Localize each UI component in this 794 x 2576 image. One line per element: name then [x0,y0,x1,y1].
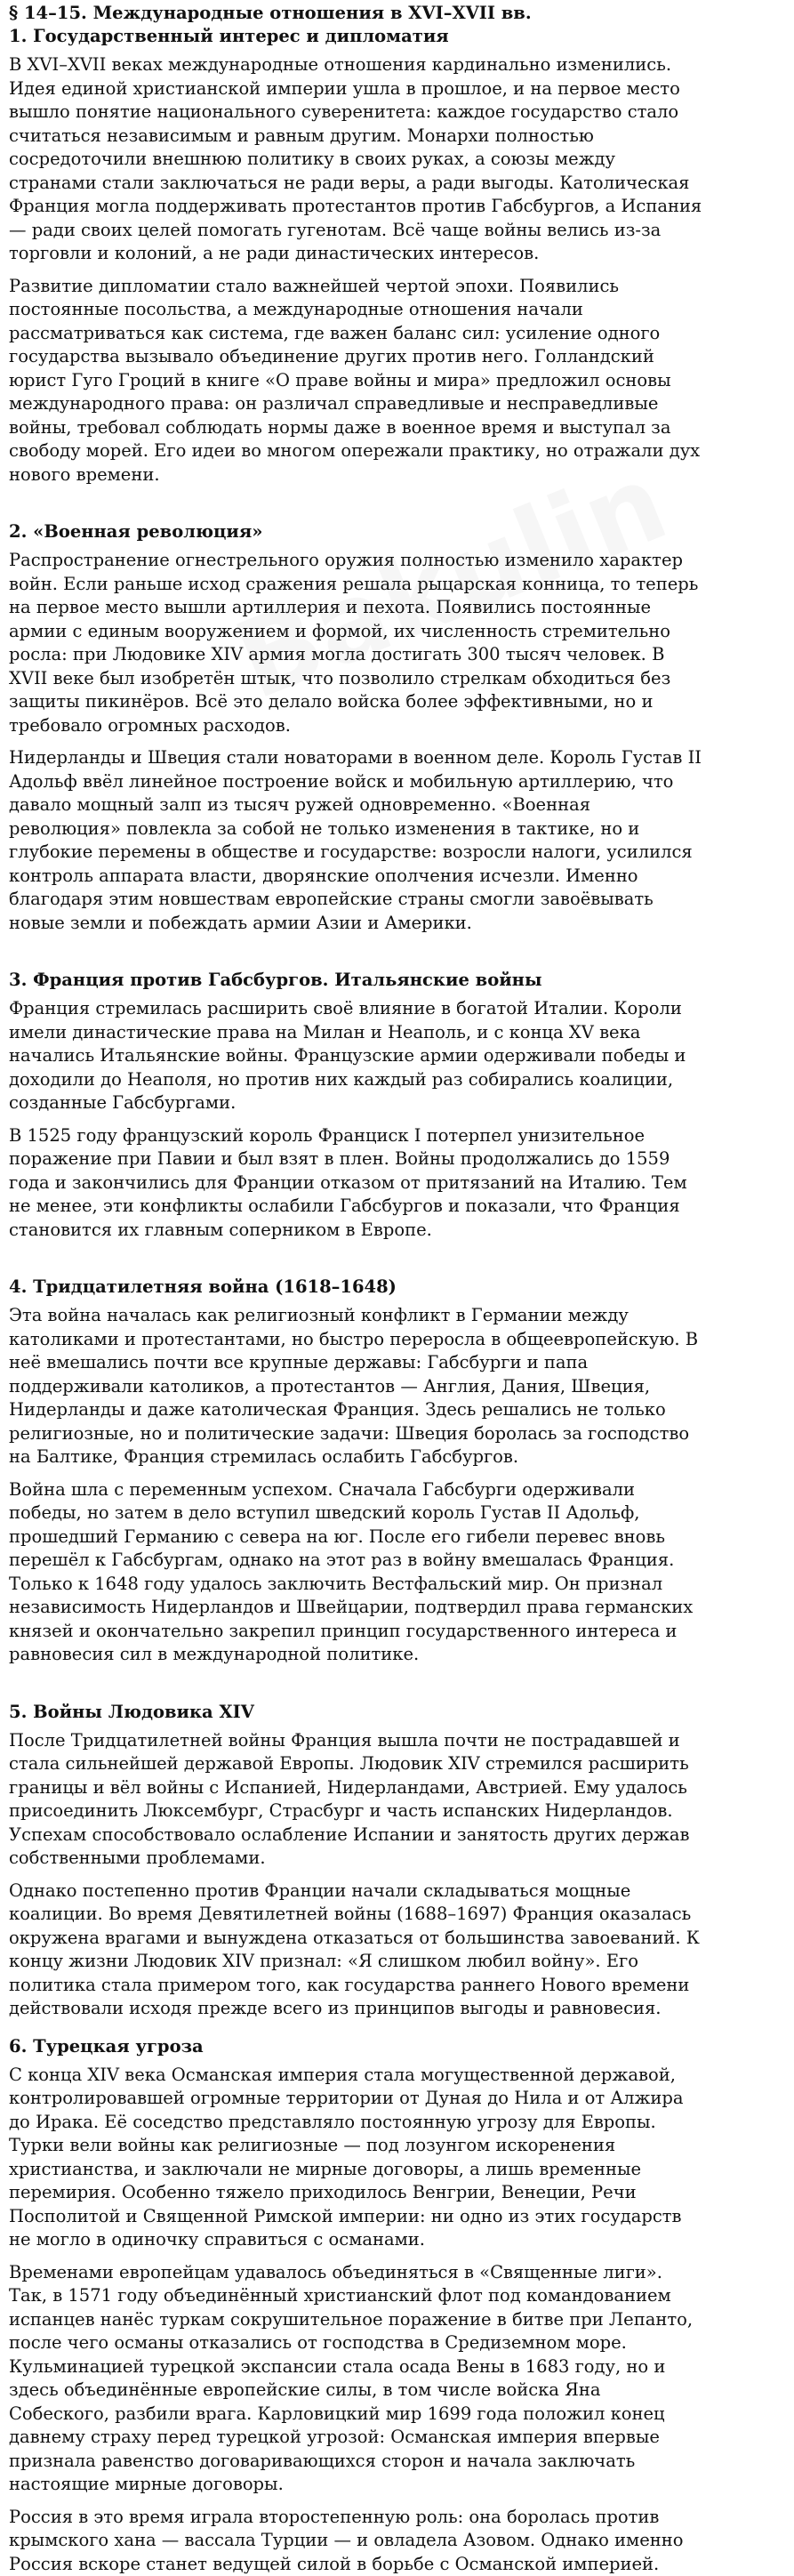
paragraph: Временами европейцам удавалось объединяться в «Священные лиги». Так, в 1571 году объединённый христианский флот под командованием испанцев нанёс туркам сокрушительное поражение в битве при Лепанто, после чего османы отказались от господства в Средиземном море. Кульминацией турецкой экспансии стала осада Вены в 1683 году, но и здесь объединённые европейские силы, в том числе войска Яна Собеского, разбили врага. Карловицкий мир 1699 года положил конец давнему страху перед турецкой угрозой: Османская империя впервые признала равенство договаривающихся сторон и начала заключать настоящие мирные договоры. [9,2261,702,2497]
page-title: § 14–15. Международные отношения в XVI–XVII вв. [9,0,702,25]
section-title: 4. Тридцатилетняя война (1618–1648) [9,1276,702,1299]
paragraph: С конца XIV века Османская империя стала могущественной державой, контролировавшей огромные территории от Дуная до Нила и от Алжира до Ирака. Её соседство представляло постоянную угрозу для Европы. Турки вели войны как религиозные — под лозунгом искоренения христианства, и заключали не мирные договоры, а лишь временные перемирия. Особенно тяжело приходилось Венгрии, Венеции, Речи Посполитой и Священной Римской империи: ни одно из этих государств не могло в одиночку справиться с османами. [9,2064,702,2252]
paragraph: В 1525 году французский король Франциск I потерпел унизительное поражение при Павии и был взят в плен. Войны продолжались до 1559 года и закончились для Франции отказом от притязаний на Италию. Тем не менее, эти конфликты ослабили Габсбургов и показали, что Франция становится их главным соперником в Европе. [9,1124,702,1243]
paragraph: Нидерланды и Швеция стали новаторами в военном деле. Король Густав II Адольф ввёл линейное построение войск и мобильную артиллерию, что давало мощный залп из тысяч ружей одновременно. «Военная революция» повлекла за собой не только изменения в тактике, но и глубокие перемены в обществе и государстве: возросли налоги, усилился контроль аппарата власти, дворянские ополчения исчезли. Именно благодаря этим новшествам европейские страны смогли завоёвывать новые земли и побеждать армии Азии и Америки. [9,746,702,935]
paragraph: Однако постепенно против Франции начали складываться мощные коалиции. Во время Девятилетней войны (1688–1697) Франция оказалась окружена врагами и вынуждена отказаться от большинства завоеваний. К концу жизни Людовик XIV признал: «Я слишком любил войну». Его политика стала примером того, как государства раннего Нового времени действовали исходя прежде всего из принципов выгоды и равновесия. [9,1880,702,2021]
section-italian-wars [9,969,702,1242]
section-title: 5. Войны Людовика XIV [9,1701,702,1724]
section-divider [9,944,702,969]
section-title: 2. «Военная революция» [9,520,702,543]
section-diplomacy [9,25,702,487]
section-turkish-threat [9,2035,702,2576]
paragraph: Развитие дипломатии стало важнейшей чертой эпохи. Появились постоянные посольства, а международные отношения начали рассматриваться как система, где важен баланс сил: усиление одного государства вызывало объединение других против него. Голландский юрист Гуго Гроций в книге «О праве войны и мира» предложил основы международного права: он различал справедливые и несправедливые войны, требовал соблюдать нормы даже в военное время и выступал за свободу морей. Его идеи во многом опережали практику, но отражали дух нового времени. [9,275,702,487]
section-divider [9,1676,702,1701]
section-military-revolution [9,520,702,935]
paragraph: В XVI–XVII веках международные отношения кардинально изменились. Идея единой христианской империи ушла в прошлое, и на первое место вышло понятие национального суверенитета: каждое государство стало считаться независимым и равным другим. Монархи полностью сосредоточили внешнюю политику в своих руках, а союзы между странами стали заключаться не ради веры, а ради выгоды. Католическая Франция могла поддерживать протестантов против Габсбургов, а Испания — ради своих целей помогать гугенотам. Всё чаще войны велись из-за торговли и колоний, а не ради династических интересов. [9,53,702,266]
section-title: 1. Государственный интерес и дипломатия [9,25,702,48]
paragraph: Эта война началась как религиозный конфликт в Германии между католиками и протестантами, но быстро переросла в общеевропейскую. В неё вмешались почти все крупные державы: Габсбурги и папа поддерживали католиков, а протестантов — Англия, Дания, Швеция, Нидерланды и даже католическая Франция. Здесь решались не только религиозные, но и политические задачи: Швеция боролась за господство на Балтике, Франция стремилась ослабить Габсбургов. [9,1304,702,1469]
paragraph: Война шла с переменным успехом. Сначала Габсбурги одерживали победы, но затем в дело вступил шведский король Густав II Адольф, прошедший Германию с севера на юг. После его гибели перевес вновь перешёл к Габсбургам, однако на этот раз в войну вмешалась Франция. Только к 1648 году удалось заключить Вестфальский мир. Он признал независимость Нидерландов и Швейцарии, подтвердил права германских князей и окончательно закрепил принцип государственного интереса и равновесия сил в международной политике. [9,1478,702,1667]
section-divider [9,1251,702,1276]
section-louis-xiv-wars [9,1701,702,2021]
paragraph: Россия в это время играла второстепенную роль: она боролась против крымского хана — вассала Турции — и овладела Азовом. Однако именно Россия вскоре станет ведущей силой в борьбе с Османской империей. [9,2506,702,2576]
paragraph: После Тридцатилетней войны Франция вышла почти не пострадавшей и стала сильнейшей державой Европы. Людовик XIV стремился расширить границы и вёл войны с Испанией, Нидерландами, Австрией. Ему удалось присоединить Люксембург, Страсбург и часть испанских Нидерландов. Успехам способствовало ослабление Испании и занятость других держав собственными проблемами. [9,1729,702,1871]
section-title: 6. Турецкая угроза [9,2035,702,2058]
paragraph: Распространение огнестрельного оружия полностью изменило характер войн. Если раньше исход сражения решала рыцарская конница, то теперь на первое место вышли артиллерия и пехота. Появились постоянные армии с единым вооружением и формой, их численность стремительно росла: при Людовике XIV армия могла достигать 300 тысяч человек. В XVII веке был изобретён штык, что позволило стрелкам обходиться без защиты пикинёров. Всё это делало войска более эффективными, но и требовало огромных расходов. [9,549,702,737]
section-divider [9,495,702,520]
section-title: 3. Франция против Габсбургов. Итальянские войны [9,969,702,992]
paragraph: Франция стремилась расширить своё влияние в богатой Италии. Короли имели династические права на Милан и Неаполь, и с конца XV века начались Итальянские войны. Французские армии одерживали победы и доходили до Неаполя, но против них каждый раз собирались коалиции, созданные Габсбургами. [9,997,702,1115]
section-thirty-years-war [9,1276,702,1667]
